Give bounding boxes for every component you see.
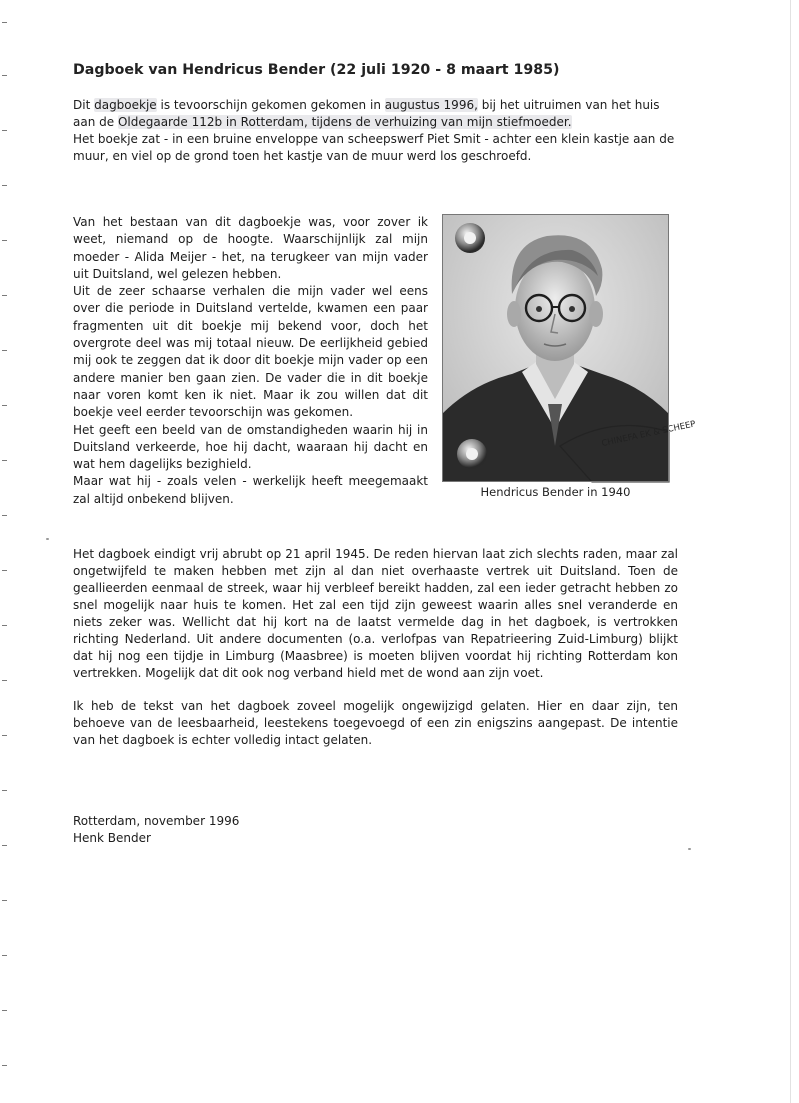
signature-place-date: Rotterdam, november 1996 <box>73 814 240 828</box>
intro-text-b: is tevoorschijn gekomen gekomen in <box>156 98 385 112</box>
photo-caption: Hendricus Bender in 1940 <box>480 485 631 499</box>
highlight-address: Oldegaarde 112b in Rotterdam, tijdens de verhuizing van mijn stiefmoeder. <box>117 115 572 129</box>
left-paragraph-1: Van het bestaan van dit dagboekje was, voor zover ik weet, niemand op de hoogte. Waarschijnlijk zal mijn moeder - Alida Meijer - het, na terugkeer van mijn vader uit Duitsland, wel gelezen hebben. <box>73 215 428 281</box>
intro-text-a: Dit <box>73 98 95 112</box>
scan-right-edge <box>790 0 791 1103</box>
portrait-photo <box>442 214 697 482</box>
scan-speck <box>688 848 691 850</box>
highlight-dagboekje: dagboekje <box>94 98 157 112</box>
left-column-text <box>73 214 428 508</box>
document-title: Dagboek van Hendricus Bender (22 juli 1920 - 8 maart 1985) <box>73 62 560 78</box>
highlight-date: augustus 1996, <box>384 98 478 112</box>
signature-name: Henk Bender <box>73 831 151 845</box>
body-paragraph-1: Het dagboek eindigt vrij abrubt op 21 april 1945. De reden hiervan laat zich slechts raden, maar zal ongetwijfeld te maken hebben met zijn al dan niet overhaaste vertrek uit Duitsland. Toen de geallieerden eenmaal de streek, waar hij verbleef bereikt hadden, zal een ieder getracht hebben zo snel mogelijk naar huis te komen. Het zal een tijd zijn geweest waarin alles snel veranderde en niets zeker was. Wellicht dat hij kort na de laatst vermelde dag in het dagboek, is vertrokken richting Nederland. Uit andere documenten (o.a. verlofpas van Repatrieering Zuid-Limburg) blijkt dat hij nog een tijdje in Limburg (Maasbree) is moeten blijven voordat hij richting Rotterdam kon vertrekken. Mogelijk dat dit ook nog verband hield met de wond aan zijn voet. <box>73 547 678 680</box>
photo-stamp-text: CHINEFA EK & SCHEEP <box>600 419 697 450</box>
left-paragraph-2: Uit de zeer schaarse verhalen die mijn vader wel eens over die periode in Duitsland vertelde, kwamen een paar fragmenten uit dit boekje mij bekend voor, doch het overgrote deel was mij totaal nieuw. De eerlijkheid gebied mij ook te zeggen dat ik door dit boekje mijn vader op een andere manier ben gaan zien. De vader die in dit boekje naar voren komt ken ik niet. Maar ik zou willen dat dit boekje veel eerder tevoorschijn was gekomen. <box>73 284 428 420</box>
left-paragraph-3: Het geeft een beeld van de omstandigheden waarin hij in Duitsland verkeerde, hoe hij dacht, waaraan hij dacht en wat hem dagelijks bezighield. <box>73 422 428 472</box>
signature-block <box>73 813 239 847</box>
intro-paragraph-1 <box>73 97 678 131</box>
body-paragraph-2: Ik heb de tekst van het dagboek zoveel mogelijk ongewijzigd gelaten. Hier en daar zijn, ten behoeve van de leesbaarheid, leestekens toegevoegd of een zin enigszins aangepast. De intentie van het dagboek is echter volledig intact gelaten. <box>73 699 678 747</box>
portrait-photo-image <box>442 214 697 482</box>
scan-speck <box>46 538 49 540</box>
intro-paragraph-2: Het boekje zat - in een bruine enveloppe van scheepswerf Piet Smit - achter een klein kastje aan de muur, en viel op de grond toen het kastje van de muur werd los geschroefd. <box>73 132 675 163</box>
left-paragraph-4: Maar wat hij - zoals velen - werkelijk heeft meegemaakt zal altijd onbekend blijven. <box>73 474 428 506</box>
intro-text-c: bij het uitruimen van het huis aan de <box>73 98 660 129</box>
